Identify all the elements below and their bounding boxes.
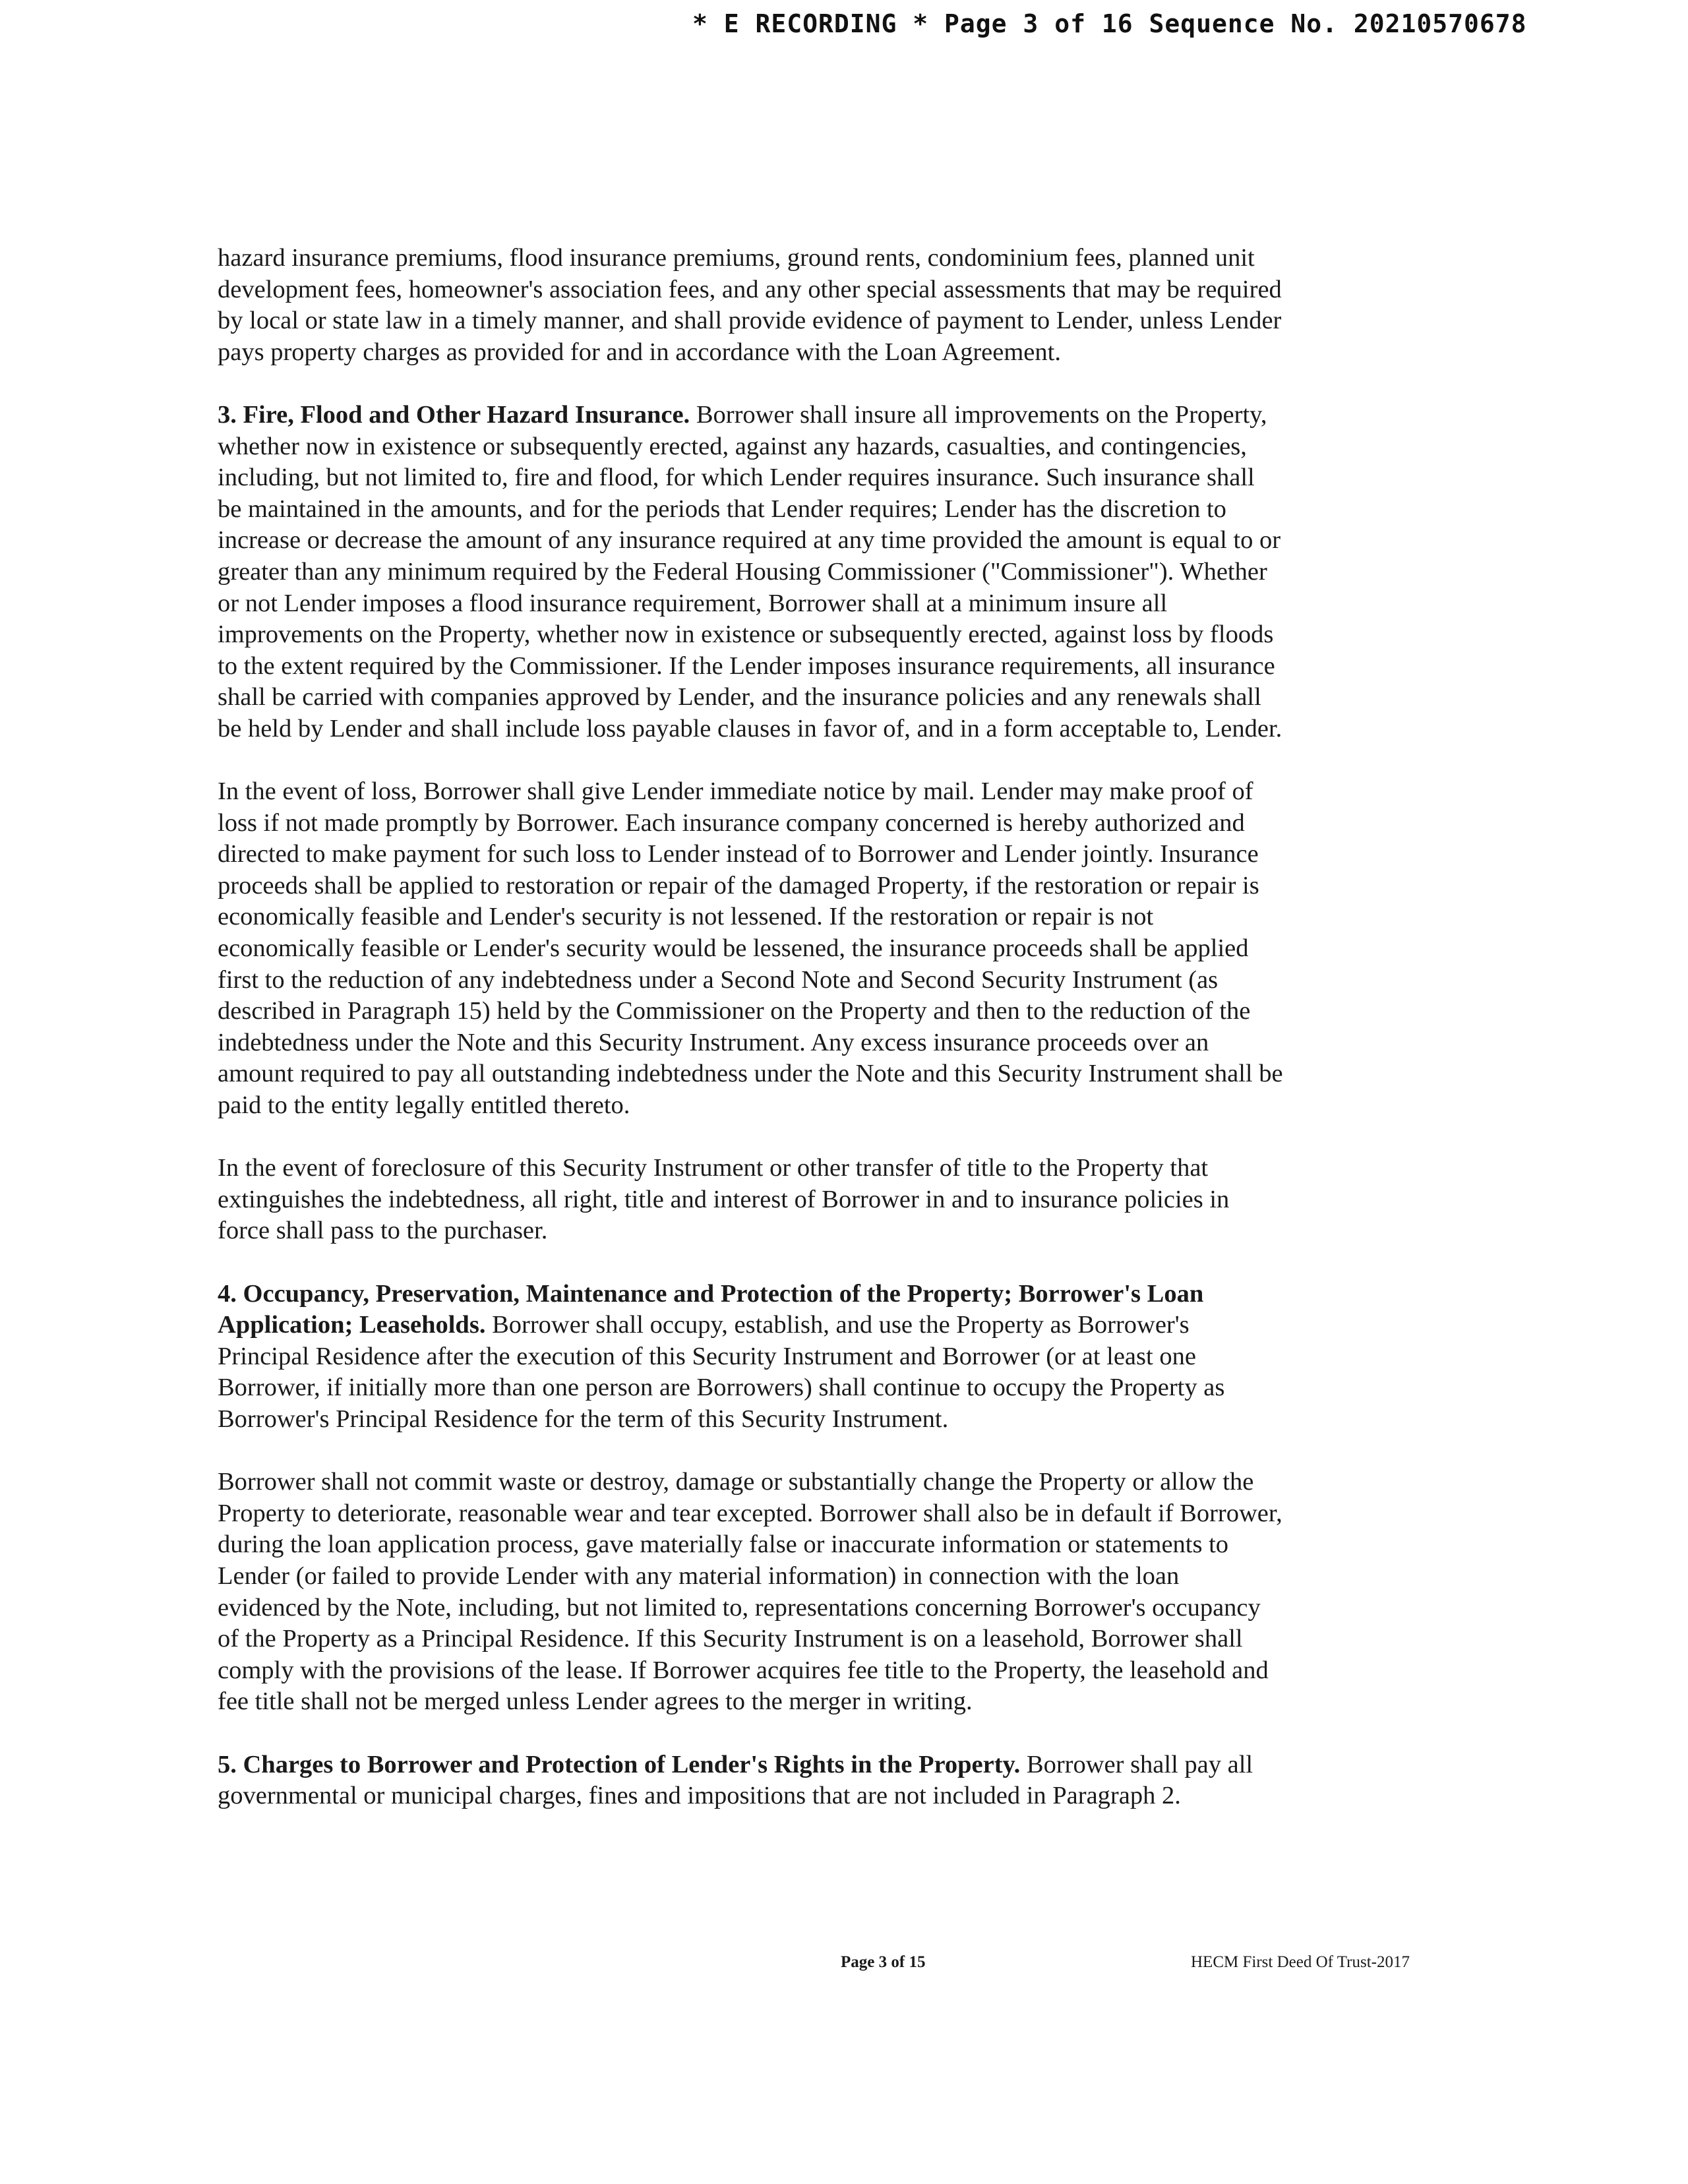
recording-header: * E RECORDING * Page 3 of 16 Sequence No. 20210570678 <box>692 9 1527 38</box>
text-line: or not Lender imposes a flood insurance requirement, Borrower shall at a minimum insure all <box>218 589 1168 617</box>
text-line: extinguishes the indebtedness, all right, title and interest of Borrower in and to insurance policies in <box>218 1185 1230 1213</box>
text-line: In the event of foreclosure of this Security Instrument or other transfer of title to the Property that <box>218 1154 1209 1182</box>
text-line: Property to deteriorate, reasonable wear and tear excepted. Borrower shall also be in default if Borrower, <box>218 1499 1282 1527</box>
text-line: Borrower, if initially more than one person are Borrowers) shall continue to occupy the Property as <box>218 1374 1225 1402</box>
paragraph-foreclosure <box>218 1153 1398 1247</box>
text-line: Lender (or failed to provide Lender with any material information) in connection with the loan <box>218 1562 1180 1590</box>
text-line <box>218 1749 1398 1781</box>
document-body <box>218 243 1398 1843</box>
paragraph-event-of-loss <box>218 776 1398 1122</box>
text-line: including, but not limited to, fire and flood, for which Lender requires insurance. Such insurance shall <box>218 464 1255 492</box>
text-run: Borrower shall pay all <box>1020 1750 1253 1778</box>
text-line: force shall pass to the purchaser. <box>218 1217 548 1245</box>
text-line: by local or state law in a timely manner, and shall provide evidence of payment to Lender, unless Lender <box>218 307 1282 335</box>
text-line: Borrower shall not commit waste or destroy, damage or substantially change the Property or allow the <box>218 1468 1254 1496</box>
text-line: described in Paragraph 15) held by the Commissioner on the Property and then to the reduction of the <box>218 997 1251 1025</box>
text-line: governmental or municipal charges, fines and impositions that are not included in Paragraph 2. <box>218 1782 1181 1810</box>
section-3-hazard-insurance <box>218 400 1398 745</box>
section-5-charges <box>218 1749 1398 1812</box>
text-line: greater than any minimum required by the Federal Housing Commissioner ("Commissioner"). Whether <box>218 557 1267 586</box>
text-line: whether now in existence or subsequently erected, against any hazards, casualties, and contingencies, <box>218 432 1247 460</box>
text-line: during the loan application process, gave materially false or inaccurate information or statements to <box>218 1531 1229 1559</box>
text-line: be maintained in the amounts, and for the periods that Lender requires; Lender has the discretion to <box>218 495 1226 523</box>
text-line: fee title shall not be merged unless Lender agrees to the merger in writing. <box>218 1687 973 1716</box>
text-line: proceeds shall be applied to restoration or repair of the damaged Property, if the restoration or repair is <box>218 871 1259 899</box>
text-line: economically feasible and Lender's security is not lessened. If the restoration or repair is not <box>218 903 1154 931</box>
text-line: improvements on the Property, whether now in existence or subsequently erected, against loss by floods <box>218 621 1274 649</box>
text-line: paid to the entity legally entitled thereto. <box>218 1091 630 1120</box>
section-heading-continued: Application; Leaseholds. <box>218 1311 486 1339</box>
section-heading: 4. Occupancy, Preservation, Maintenance and Protection of the Property; Borrower's Loan <box>218 1279 1204 1308</box>
text-line: indebtedness under the Note and this Security Instrument. Any excess insurance proceeds over an <box>218 1028 1209 1056</box>
text-line: increase or decrease the amount of any insurance required at any time provided the amount is equal to or <box>218 526 1281 555</box>
text-run: Borrower shall occupy, establish, and use the Property as Borrower's <box>485 1311 1190 1339</box>
text-line: In the event of loss, Borrower shall give Lender immediate notice by mail. Lender may make proof of <box>218 777 1253 806</box>
text-line: amount required to pay all outstanding indebtedness under the Note and this Security Instrument shall be <box>218 1060 1283 1088</box>
text-line: economically feasible or Lender's security would be lessened, the insurance proceeds shall be applied <box>218 934 1249 963</box>
section-heading: 5. Charges to Borrower and Protection of Lender's Rights in the Property. <box>218 1750 1021 1778</box>
text-line: pays property charges as provided for and in accordance with the Loan Agreement. <box>218 338 1061 366</box>
text-line: Borrower's Principal Residence for the term of this Security Instrument. <box>218 1405 949 1433</box>
text-line: comply with the provisions of the lease. If Borrower acquires fee title to the Property, the leasehold and <box>218 1656 1269 1684</box>
text-line <box>218 1310 1398 1341</box>
section-heading: 3. Fire, Flood and Other Hazard Insurance. <box>218 400 690 429</box>
text-line: of the Property as a Principal Residence. If this Security Instrument is on a leasehold, Borrower shall <box>218 1625 1243 1653</box>
text-line: directed to make payment for such loss to Lender instead of to Borrower and Lender jointly. Insurance <box>218 840 1259 868</box>
text-line: to the extent required by the Commissioner. If the Lender imposes insurance requirements, all insurance <box>218 652 1275 680</box>
footer-page-number: Page 3 of 15 <box>841 1953 926 1971</box>
paragraph-property-charges-continued <box>218 243 1398 368</box>
text-line <box>218 400 1398 431</box>
text-line: Principal Residence after the execution of this Security Instrument and Borrower (or at least one <box>218 1342 1196 1370</box>
footer-document-name: HECM First Deed Of Trust-2017 <box>1191 1953 1410 1971</box>
section-4-occupancy <box>218 1279 1398 1436</box>
text-line: first to the reduction of any indebtedness under a Second Note and Second Security Instrument (as <box>218 965 1219 994</box>
text-line: shall be carried with companies approved by Lender, and the insurance policies and any renewals shall <box>218 683 1261 712</box>
text-line: loss if not made promptly by Borrower. Each insurance company concerned is hereby authorized and <box>218 808 1245 837</box>
text-line: be held by Lender and shall include loss payable clauses in favor of, and in a form acceptable to, Lender. <box>218 714 1282 743</box>
paragraph-waste-and-default <box>218 1467 1398 1718</box>
text-run: Borrower shall insure all improvements on the Property, <box>690 400 1267 429</box>
text-line: hazard insurance premiums, flood insurance premiums, ground rents, condominium fees, planned unit <box>218 244 1255 272</box>
text-line: evidenced by the Note, including, but not limited to, representations concerning Borrower's occupancy <box>218 1593 1261 1622</box>
text-line: development fees, homeowner's association fees, and any other special assessments that may be required <box>218 275 1282 303</box>
